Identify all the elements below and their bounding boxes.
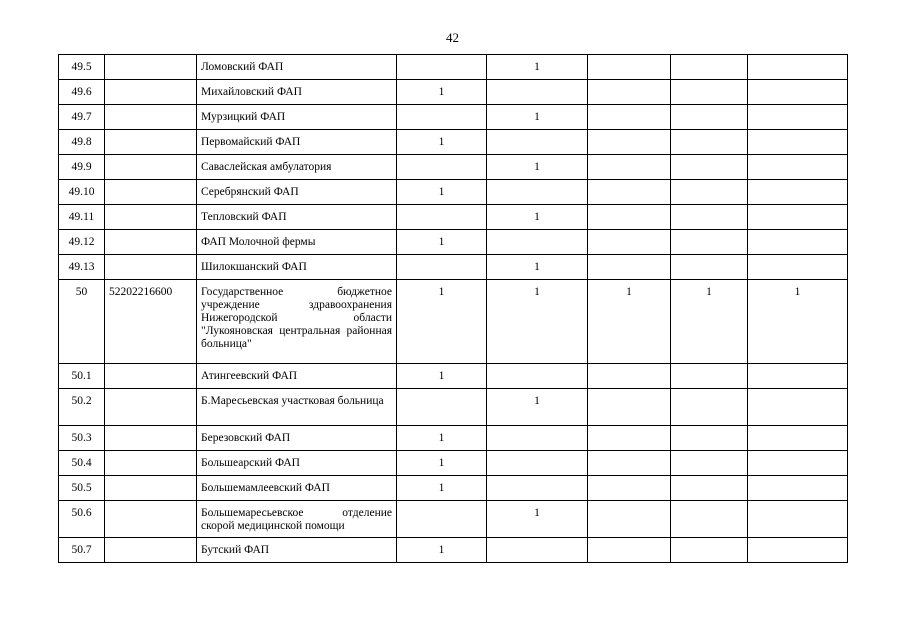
row-name: Ломовский ФАП — [197, 55, 397, 80]
row-value-4 — [671, 451, 748, 476]
row-value-2 — [487, 451, 588, 476]
row-code: 52202216600 — [105, 280, 197, 364]
row-value-1 — [397, 501, 487, 538]
table-row — [59, 80, 848, 105]
row-name: Первомайский ФАП — [197, 130, 397, 155]
row-name: Тепловский ФАП — [197, 205, 397, 230]
row-value-2: 1 — [487, 205, 588, 230]
table-row — [59, 55, 848, 80]
row-code — [105, 80, 197, 105]
row-code — [105, 451, 197, 476]
row-value-3 — [588, 255, 671, 280]
table-row — [59, 280, 848, 364]
row-value-1: 1 — [397, 451, 487, 476]
row-name: Большеарский ФАП — [197, 451, 397, 476]
row-value-2: 1 — [487, 255, 588, 280]
row-value-3 — [588, 105, 671, 130]
row-value-1 — [397, 55, 487, 80]
table-row — [59, 180, 848, 205]
row-name: Шилокшанский ФАП — [197, 255, 397, 280]
row-value-3 — [588, 205, 671, 230]
row-value-4 — [671, 205, 748, 230]
page-number: 42 — [446, 30, 459, 45]
table-row — [59, 364, 848, 389]
row-value-4 — [671, 130, 748, 155]
row-value-5 — [748, 476, 848, 501]
row-value-3 — [588, 389, 671, 426]
row-value-3: 1 — [588, 280, 671, 364]
row-value-2: 1 — [487, 389, 588, 426]
row-name: Государственное бюджетное учреждение здравоохранения Нижегородской области "Лукояновская центральная районная больница" — [197, 280, 397, 364]
row-code — [105, 389, 197, 426]
row-number: 49.6 — [59, 80, 105, 105]
row-value-1: 1 — [397, 280, 487, 364]
row-code — [105, 105, 197, 130]
row-number: 50.1 — [59, 364, 105, 389]
row-value-4 — [671, 426, 748, 451]
row-value-4 — [671, 55, 748, 80]
table-row — [59, 230, 848, 255]
row-value-3 — [588, 55, 671, 80]
row-value-5 — [748, 389, 848, 426]
row-value-5 — [748, 180, 848, 205]
row-value-3 — [588, 230, 671, 255]
row-name: Большемамлеевский ФАП — [197, 476, 397, 501]
row-number: 50.3 — [59, 426, 105, 451]
row-value-1: 1 — [397, 426, 487, 451]
row-name: Бутский ФАП — [197, 538, 397, 563]
table-row — [59, 205, 848, 230]
row-code — [105, 230, 197, 255]
row-value-4 — [671, 476, 748, 501]
row-value-2: 1 — [487, 155, 588, 180]
row-value-5 — [748, 364, 848, 389]
row-value-3 — [588, 180, 671, 205]
row-value-3 — [588, 130, 671, 155]
row-value-1: 1 — [397, 538, 487, 563]
row-value-4 — [671, 230, 748, 255]
row-number: 49.5 — [59, 55, 105, 80]
row-value-4 — [671, 501, 748, 538]
row-value-1 — [397, 205, 487, 230]
row-value-2: 1 — [487, 105, 588, 130]
row-number: 50.7 — [59, 538, 105, 563]
table-row — [59, 105, 848, 130]
row-value-4 — [671, 364, 748, 389]
row-value-3 — [588, 501, 671, 538]
table-row — [59, 476, 848, 501]
row-name: Мурзицкий ФАП — [197, 105, 397, 130]
row-value-1: 1 — [397, 180, 487, 205]
row-value-1 — [397, 155, 487, 180]
row-number: 49.8 — [59, 130, 105, 155]
row-value-3 — [588, 451, 671, 476]
row-value-4 — [671, 389, 748, 426]
row-number: 49.11 — [59, 205, 105, 230]
row-name: Атингеевский ФАП — [197, 364, 397, 389]
row-value-2 — [487, 230, 588, 255]
row-name: Михайловский ФАП — [197, 80, 397, 105]
row-value-5 — [748, 501, 848, 538]
row-code — [105, 155, 197, 180]
row-value-5 — [748, 230, 848, 255]
row-value-2 — [487, 364, 588, 389]
row-value-4 — [671, 255, 748, 280]
row-code — [105, 255, 197, 280]
row-number: 49.10 — [59, 180, 105, 205]
row-name: ФАП Молочной фермы — [197, 230, 397, 255]
row-value-3 — [588, 364, 671, 389]
row-value-2 — [487, 130, 588, 155]
row-value-3 — [588, 80, 671, 105]
row-code — [105, 364, 197, 389]
row-value-4 — [671, 538, 748, 563]
row-value-1: 1 — [397, 80, 487, 105]
row-name: Серебрянский ФАП — [197, 180, 397, 205]
row-code — [105, 476, 197, 501]
row-number: 50.2 — [59, 389, 105, 426]
row-value-1: 1 — [397, 476, 487, 501]
row-name: Большемаресьевское отделение скорой медицинской помощи — [197, 501, 397, 538]
row-value-3 — [588, 155, 671, 180]
row-value-1: 1 — [397, 130, 487, 155]
row-value-5 — [748, 205, 848, 230]
row-value-2: 1 — [487, 280, 588, 364]
table-row — [59, 155, 848, 180]
row-number: 50.5 — [59, 476, 105, 501]
table-row — [59, 451, 848, 476]
row-value-1 — [397, 105, 487, 130]
row-value-5 — [748, 255, 848, 280]
row-value-4: 1 — [671, 280, 748, 364]
row-number: 49.9 — [59, 155, 105, 180]
row-value-5 — [748, 55, 848, 80]
table-row — [59, 389, 848, 426]
row-name: Саваслейская амбулатория — [197, 155, 397, 180]
row-value-5 — [748, 426, 848, 451]
row-value-5 — [748, 130, 848, 155]
row-value-5 — [748, 105, 848, 130]
row-value-3 — [588, 476, 671, 501]
row-value-2 — [487, 80, 588, 105]
row-value-3 — [588, 538, 671, 563]
row-number: 50.4 — [59, 451, 105, 476]
table-row — [59, 501, 848, 538]
row-name: Б.Маресьевская участковая больница — [197, 389, 397, 426]
row-value-2 — [487, 180, 588, 205]
row-value-1: 1 — [397, 364, 487, 389]
row-number: 50.6 — [59, 501, 105, 538]
row-value-2 — [487, 426, 588, 451]
row-value-1 — [397, 255, 487, 280]
row-value-3 — [588, 426, 671, 451]
row-number: 49.7 — [59, 105, 105, 130]
row-value-5: 1 — [748, 280, 848, 364]
row-number: 49.12 — [59, 230, 105, 255]
row-value-2: 1 — [487, 501, 588, 538]
row-number: 50 — [59, 280, 105, 364]
row-value-4 — [671, 105, 748, 130]
row-value-1 — [397, 389, 487, 426]
row-code — [105, 180, 197, 205]
row-value-4 — [671, 80, 748, 105]
row-value-2 — [487, 476, 588, 501]
table-row — [59, 538, 848, 563]
row-code — [105, 55, 197, 80]
row-number: 49.13 — [59, 255, 105, 280]
facilities-table — [58, 54, 848, 563]
row-value-4 — [671, 155, 748, 180]
row-code — [105, 130, 197, 155]
table-row — [59, 426, 848, 451]
row-code — [105, 538, 197, 563]
table-row — [59, 130, 848, 155]
row-value-2 — [487, 538, 588, 563]
row-value-4 — [671, 180, 748, 205]
row-value-5 — [748, 538, 848, 563]
row-value-5 — [748, 80, 848, 105]
row-value-5 — [748, 451, 848, 476]
table-row — [59, 255, 848, 280]
row-code — [105, 426, 197, 451]
row-value-1: 1 — [397, 230, 487, 255]
row-name: Березовский ФАП — [197, 426, 397, 451]
row-code — [105, 205, 197, 230]
row-value-2: 1 — [487, 55, 588, 80]
row-code — [105, 501, 197, 538]
row-value-5 — [748, 155, 848, 180]
